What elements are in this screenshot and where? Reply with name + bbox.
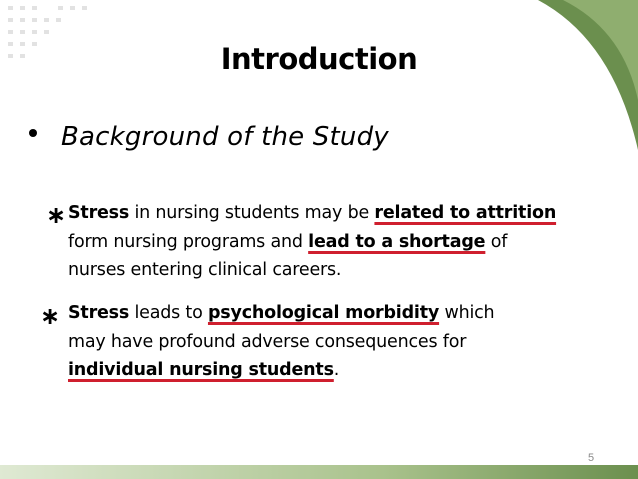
point-2 [68, 299, 628, 385]
text-fragment: leads to [129, 303, 208, 323]
text-fragment: may have profound adverse consequences for [68, 331, 467, 352]
page-number: 5 [588, 452, 595, 464]
text-fragment: . [333, 360, 340, 380]
asterisk-bullet-icon: ∗ [46, 201, 67, 229]
bullet-dot-icon [29, 129, 37, 137]
decorative-bottom-bar [0, 465, 638, 479]
text-fragment: of [485, 231, 508, 252]
point-2-line-1 [68, 299, 628, 328]
asterisk-bullet-icon: ∗ [40, 302, 61, 330]
text-fragment: nurses entering clinical careers. [68, 260, 342, 280]
text-fragment: which [439, 303, 495, 323]
point-1-line-1 [68, 199, 628, 228]
subheading: Background of the Study [61, 122, 389, 152]
stress-keyword: Stress [68, 203, 130, 223]
decorative-corner-swoosh [518, 0, 638, 220]
slide-title: Introduction [220, 42, 418, 76]
point-2-line-2 [68, 328, 628, 357]
underlined-phrase: lead to a shortage [308, 231, 486, 252]
point-1-line-3 [68, 256, 628, 285]
point-1-line-2 [68, 228, 628, 257]
text-fragment: in nursing students may be [129, 203, 375, 223]
underlined-phrase: individual nursing students [68, 360, 334, 380]
text-fragment: form nursing programs and [68, 231, 309, 252]
point-1 [68, 199, 628, 285]
stress-keyword: Stress [68, 303, 130, 323]
point-2-line-3 [68, 356, 628, 385]
underlined-phrase: related to attrition [374, 203, 557, 223]
underlined-phrase: psychological morbidity [207, 303, 440, 323]
